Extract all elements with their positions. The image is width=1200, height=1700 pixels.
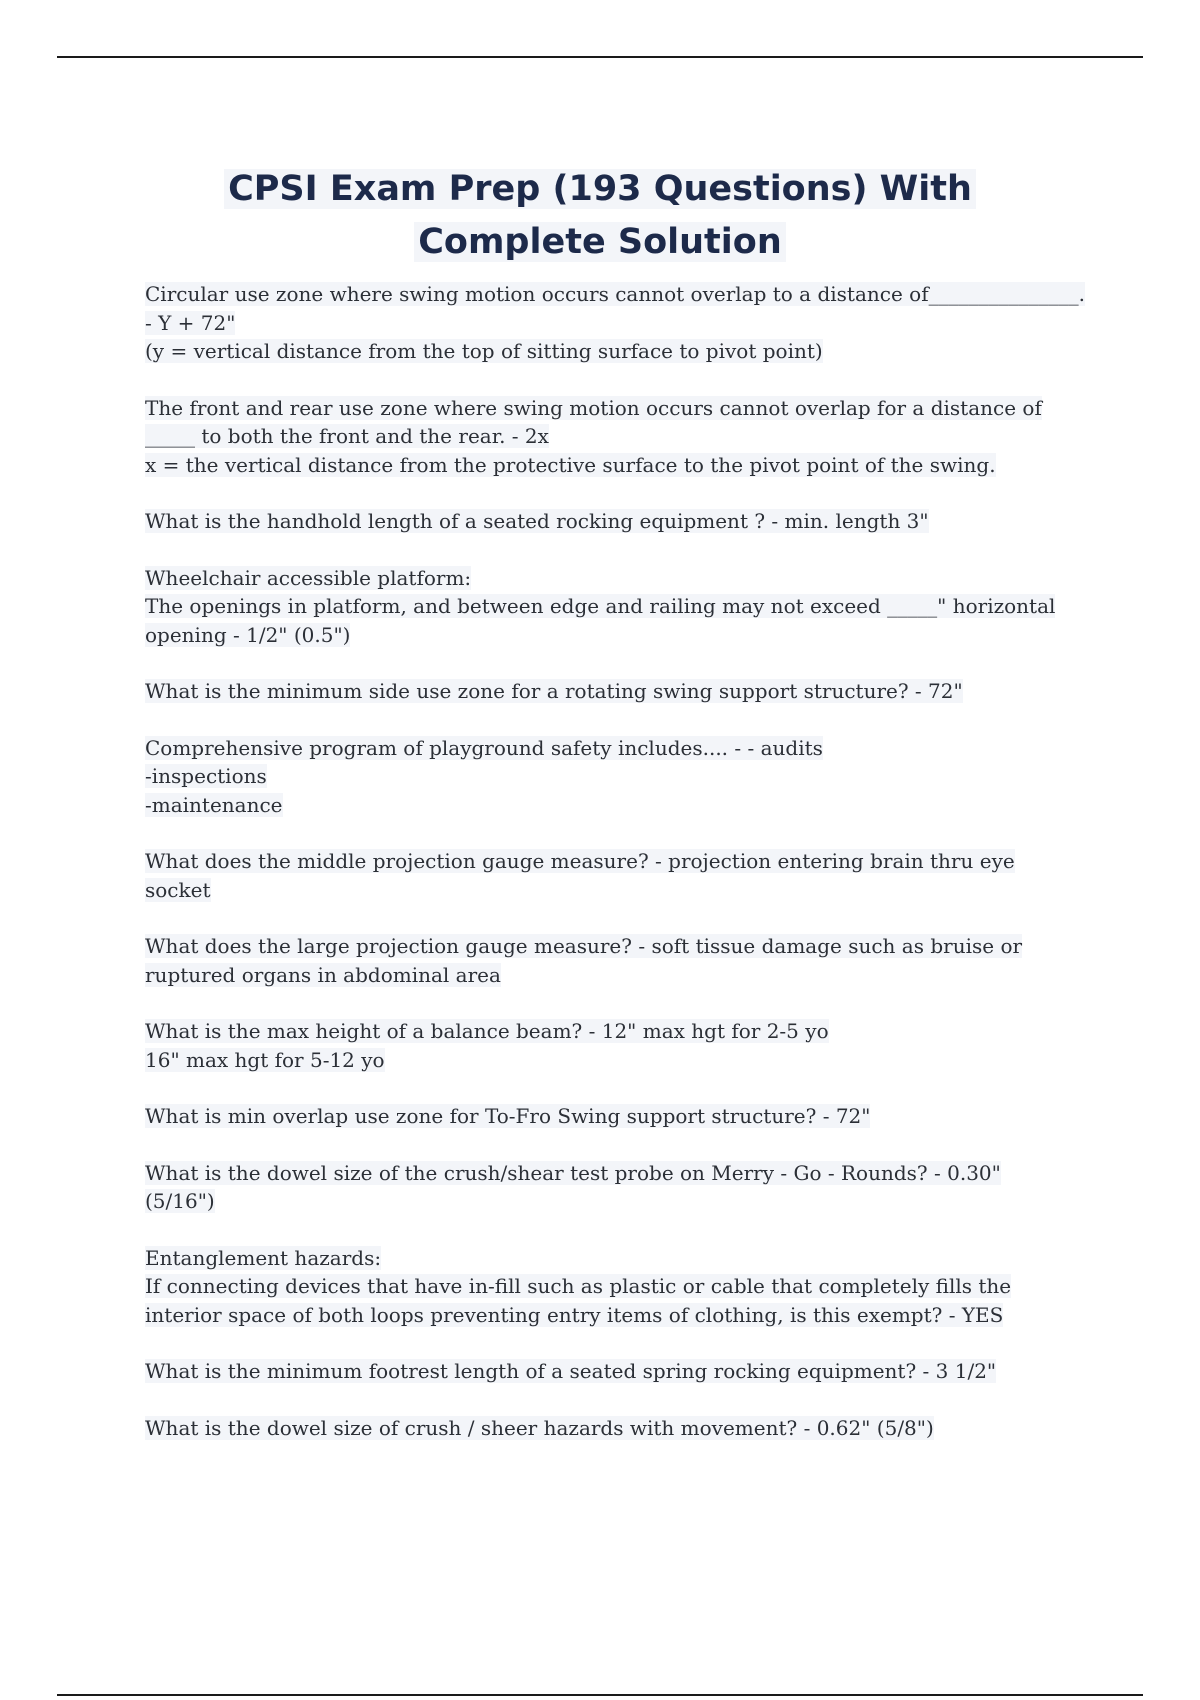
qa-line bbox=[145, 762, 1085, 791]
qa-item bbox=[145, 507, 1085, 536]
qa-line-text: What is the minimum footrest length of a seated spring rocking equipment? - 3 1/2" bbox=[145, 1359, 997, 1383]
qa-line bbox=[145, 1244, 1085, 1273]
qa-line bbox=[145, 309, 1085, 338]
qa-line bbox=[145, 1301, 1085, 1330]
qa-line-text: interior space of both loops preventing entry items of clothing, is this exempt? - YES bbox=[145, 1302, 1004, 1327]
qa-line bbox=[145, 847, 1085, 876]
qa-line-text: (y = vertical distance from the top of sitting surface to pivot point) bbox=[145, 339, 823, 363]
qa-item bbox=[145, 1414, 1085, 1443]
qa-line-text: -maintenance bbox=[145, 792, 283, 817]
qa-line bbox=[145, 876, 1085, 905]
qa-item bbox=[145, 1159, 1085, 1216]
qa-item bbox=[145, 1357, 1085, 1386]
qa-item bbox=[145, 677, 1085, 706]
qa-line-text: 16" max hgt for 5-12 yo bbox=[145, 1047, 385, 1072]
qa-line-text: Entanglement hazards: bbox=[145, 1245, 382, 1270]
qa-line-text: What is the handhold length of a seated rocking equipment ? - min. length 3" bbox=[145, 509, 929, 533]
qa-line bbox=[145, 280, 1085, 309]
qa-line bbox=[145, 422, 1085, 451]
qa-line bbox=[145, 394, 1085, 423]
qa-line-text: What is min overlap use zone for To-Fro Swing support structure? - 72" bbox=[145, 1104, 871, 1128]
qa-line bbox=[145, 734, 1085, 763]
title-line-1: CPSI Exam Prep (193 Questions) With bbox=[224, 169, 976, 209]
qa-line-text: Comprehensive program of playground safety includes.... - - audits bbox=[145, 735, 823, 760]
qa-line-text: What is the dowel size of crush / sheer hazards with movement? - 0.62" (5/8") bbox=[145, 1415, 934, 1440]
qa-line bbox=[145, 1102, 1085, 1131]
qa-line-text: What is the minimum side use zone for a rotating swing support structure? - 72" bbox=[145, 679, 963, 703]
qa-line bbox=[145, 1159, 1085, 1188]
qa-line bbox=[145, 337, 1085, 366]
qa-line-text: Circular use zone where swing motion occurs cannot overlap to a distance of_______________. bbox=[145, 282, 1085, 306]
qa-line-text: If connecting devices that have in-fill such as plastic or cable that completely fills the bbox=[145, 1274, 1012, 1298]
qa-line-text: What is the dowel size of the crush/shear test probe on Merry - Go - Rounds? - 0.30" bbox=[145, 1160, 1001, 1185]
qa-line-text: _____ to both the front and the rear. - 2x bbox=[145, 424, 549, 448]
top-divider bbox=[57, 56, 1143, 58]
qa-item bbox=[145, 1017, 1085, 1074]
qa-line-text: opening - 1/2" (0.5") bbox=[145, 622, 351, 647]
qa-item bbox=[145, 1102, 1085, 1131]
qa-line bbox=[145, 592, 1085, 621]
qa-line-text: What does the large projection gauge measure? - soft tissue damage such as bruise or bbox=[145, 934, 1023, 958]
qa-line bbox=[145, 791, 1085, 820]
qa-line bbox=[145, 451, 1085, 480]
qa-line-text: -inspections bbox=[145, 764, 267, 788]
qa-line-text: The openings in platform, and between edge and railing may not exceed _____" horizontal bbox=[145, 594, 1056, 618]
qa-line-text: What does the middle projection gauge measure? - projection entering brain thru eye bbox=[145, 849, 1015, 873]
qa-line bbox=[145, 1272, 1085, 1301]
qa-line-text: - Y + 72" bbox=[145, 310, 236, 335]
qa-line-text: (5/16") bbox=[145, 1189, 215, 1213]
qa-line-text: Wheelchair accessible platform: bbox=[145, 565, 472, 590]
qa-line bbox=[145, 507, 1085, 536]
qa-line bbox=[145, 1187, 1085, 1216]
qa-item bbox=[145, 932, 1085, 989]
qa-item bbox=[145, 280, 1085, 366]
qa-line bbox=[145, 564, 1085, 593]
qa-line-text: What is the max height of a balance beam? - 12" max hgt for 2-5 yo bbox=[145, 1019, 829, 1043]
qa-line bbox=[145, 1357, 1085, 1386]
qa-line bbox=[145, 677, 1085, 706]
qa-line-text: ruptured organs in abdominal area bbox=[145, 962, 501, 987]
title-line-2: Complete Solution bbox=[414, 222, 786, 262]
qa-item bbox=[145, 394, 1085, 480]
qa-line-text: socket bbox=[145, 877, 211, 902]
qa-line bbox=[145, 621, 1085, 650]
qa-item bbox=[145, 847, 1085, 904]
qa-item bbox=[145, 564, 1085, 650]
qa-list bbox=[145, 280, 1085, 1470]
qa-line bbox=[145, 1046, 1085, 1075]
qa-item bbox=[145, 1244, 1085, 1330]
qa-line bbox=[145, 932, 1085, 961]
document-title bbox=[100, 163, 1100, 269]
qa-line-text: The front and rear use zone where swing motion occurs cannot overlap for a distance of bbox=[145, 395, 1042, 420]
qa-line bbox=[145, 1414, 1085, 1443]
qa-line-text: x = the vertical distance from the protective surface to the pivot point of the swing. bbox=[145, 452, 996, 477]
bottom-divider bbox=[57, 1694, 1143, 1696]
qa-item bbox=[145, 734, 1085, 820]
qa-line bbox=[145, 961, 1085, 990]
qa-line bbox=[145, 1017, 1085, 1046]
